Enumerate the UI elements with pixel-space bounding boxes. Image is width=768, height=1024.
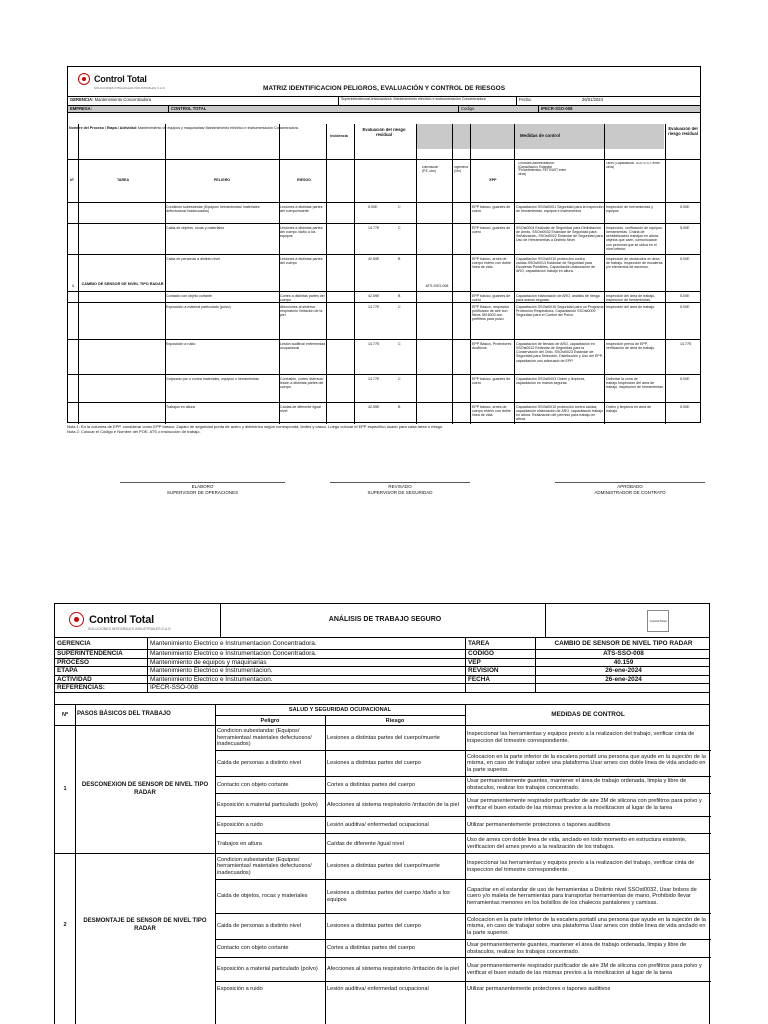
matriz-section-header [68, 124, 700, 159]
col-line [514, 124, 515, 424]
matriz-row [68, 291, 700, 302]
ats-logo [69, 612, 154, 627]
matriz-nivel: C [398, 205, 401, 209]
col-ingenieria-header: Ingeniería (Ver) [454, 166, 468, 173]
ats-riesgo: Afecciones al sistema respiratorio /irritación de la piel [327, 966, 459, 973]
ats-medida: Usar permanentemente respirador purificador de aire 3M de silicona con prefiltros para polvo y verificar el buen estado de las mismas previos a la movilizacion al lugar de la tarea [467, 798, 702, 811]
matriz-residual: 5.00E [680, 226, 690, 230]
ats-peligro: Caida de personas a distinto nivel [217, 923, 301, 930]
ats-hazard-row [215, 982, 711, 997]
ats-medida: Colocacion en la parte inferior de la escalera portatil una persona que ayude en la sujeción de la misma, en caso de trabajar sobre una plataforma Usar arnes con doble linea de vida anclado en la parte superior. [467, 753, 706, 773]
matriz-epp: EPP básico, arnés de cuerpo entero con doble línea de vida. [472, 257, 511, 270]
col-sso-header: SALUD Y SEGURIDAD OCUPACIONAL [215, 705, 465, 716]
matriz-row-gerencia [68, 97, 700, 106]
matriz-nivel: B [398, 294, 401, 298]
mini-logo-text: Control Total [649, 619, 667, 623]
matriz-document [67, 66, 701, 423]
matriz-otros: Inspección de obstáculos en área de trabajo. Inspección de escaleras y/o elementos de ascenso. [606, 257, 663, 270]
matriz-riesgo: Lesiones a distintas partes del cuerpo [280, 257, 323, 266]
ats-hazard-row [215, 958, 711, 982]
col-line [326, 124, 327, 424]
step-name: DESMONTAJE DE SENSOR DE NIVEL TIPO RADAR [83, 918, 207, 932]
ats-riesgo: Lesiones a distintas partes del cuerpo [327, 923, 421, 930]
ats-peligro: Condicion subestandar (Equipos/ herramientas/ materiales defectuosos/ inadecuados) [217, 856, 312, 876]
matriz-epp: EPP básico, arnés de cuerpo entero con doble línea de vida. [472, 405, 511, 418]
ats-step [55, 854, 709, 997]
matriz-residual: 5.00E [680, 257, 690, 261]
gerencia-label: GERENCIA: [70, 97, 94, 102]
matriz-grid [68, 124, 700, 424]
col-line [452, 124, 453, 424]
signature-role: SUPERVISOR DE SEGURIDAD [367, 490, 433, 496]
ats-medida: Capacitar en el estandar de uso de herramientas a Distinto nivel SSOst0032, Usar bolsos de cuero y/o maleta de herramientas para transportar herramientas de mano, Prohibido llevar herramientas menores en los bolsillos de los chalecos pantalones y camisas. [467, 886, 697, 906]
info-label: ACTIVIDAD [57, 675, 92, 683]
matriz-admin: Capacitación elaboración de ARO, análisis de riesgo para manos seguras. [516, 294, 600, 302]
col-admin-header: Controles Administrativos (Capacitación, Estándar ,Procedimientos, PETS/AST entre otros) [518, 162, 567, 177]
matriz-riesgo: Afecciones al sistema respiratorio /irritación de la piel [280, 305, 323, 318]
matriz-nivel: B [398, 405, 401, 409]
logo-subtitle: SOLUCIONES INTEGRALES INDUSTRIALES S.A.S. [94, 86, 166, 90]
header-divider [545, 604, 546, 638]
matriz-peligro: Caida de objetos, rocas y materiales [166, 226, 225, 230]
signature-line [120, 482, 285, 483]
matriz-admin: Capacitación SSOst0016 Seguridad para un Programa Protección Respiratoria, Capacitación SSOst0009 Seguridad para el Control del Polvo. [516, 305, 604, 318]
ats-riesgo: Lesión auditiva/ enfermedad ocupacional [327, 986, 429, 993]
col-line [470, 124, 471, 424]
matriz-valor: 42.59E [368, 405, 380, 409]
matriz-admin: Capacitación SSOst0003 Orden y limpieza, capacitación en manos seguras. [516, 377, 586, 386]
matriz-otros: Orden y limpieza en área de trabajo. [606, 405, 652, 414]
matriz-riesgo: Cortes a distintas partes del cuerpo [280, 294, 325, 302]
matriz-residual: 5.00E [680, 305, 690, 309]
col-n-header: Nº [70, 178, 74, 182]
col-line [165, 124, 166, 424]
col-pasos-header: PASOS BÁSICOS DEL TRABAJO [77, 711, 171, 718]
ats-peligro: Caida de personas a distinto nivel [217, 760, 301, 767]
matriz-notes [67, 424, 707, 434]
info-right-value: ATS-SSO-008 [535, 650, 711, 658]
matriz-ats-code: ATS-SSO-008 [425, 284, 449, 288]
matriz-residual: 5.00E [680, 377, 690, 381]
matriz-epp: EPP básico, guantes de cuero [472, 377, 511, 386]
info-label: REFERENCIAS: [57, 684, 105, 691]
matriz-logo [78, 73, 147, 85]
logo-text: Control Total [94, 74, 147, 84]
gerencia-value: Mantenimiento Concentradora [94, 97, 152, 102]
info-label: GERENCIA [57, 640, 91, 647]
ats-medida: Usar permanentemente guantes, mantener el área de trabajo ordenada, limpia y libre de obstaculos, realizar los trabajos concentrado. [467, 941, 687, 955]
matriz-epp: EPP básico, guantes de cuero [472, 294, 511, 302]
ats-hazard-row [215, 914, 711, 940]
matriz-otros: Inspección, verificación de equipos, herramientas. Charla de sensibilización trabajos en altura, objetos que caen, comunicación con personal que se ubica en el nivel inferior. [606, 226, 663, 251]
matriz-task-number: 1 [72, 284, 74, 288]
matriz-valor: 14.77E [368, 342, 380, 346]
ats-hazard-row [215, 794, 711, 817]
matriz-row [68, 223, 700, 254]
ats-peligro: Exposición a ruido [217, 986, 263, 993]
empresa-value: CONTROL TOTAL [168, 106, 458, 112]
matriz-riesgo: Lesión auditiva/ enfermedad ocupacional [280, 342, 326, 351]
info-right-label: TAREA [465, 638, 535, 649]
matriz-title: MATRIZ IDENTIFICACION PELIGROS, EVALUACIÓN Y CONTROL DE RIESGOS [262, 85, 506, 92]
info-right-value: 26-ene-2024 [535, 676, 711, 684]
info-value: Mantenimiento Electrico e Instrumentacion. [147, 667, 465, 675]
signature-aprobado [555, 482, 705, 497]
col-line [465, 704, 466, 1024]
matriz-peligro: Exposición a ruido [166, 342, 196, 346]
matriz-peligro: Caida de personas a distinto nivel [166, 257, 220, 261]
info-row [55, 659, 709, 668]
matriz-row-empresa [68, 106, 700, 113]
ats-riesgo: Lesión auditiva/ enfermedad ocupacional [327, 821, 429, 828]
col-riesgo-header: Riesgo [385, 718, 405, 725]
matriz-epp: EPP Básico, respirador purificador de aire con filtros 3M 6003 con prefiltros para polvo. [472, 305, 510, 322]
ats-peligro: Contacto con objeto cortante [217, 945, 289, 952]
ats-title: ANÁLISIS DE TRABAJO SEGURO [328, 616, 442, 623]
matriz-nivel: C [398, 377, 401, 381]
info-value: Mantenimiento Electrico e Instrumentacion Concentradora. [147, 650, 465, 658]
proceso-label: Nombre del Proceso / Etapa / Actividad: [69, 126, 137, 130]
col-otros-header: Otros (Capacitación, ILO/TOTO, entre otros) [606, 162, 660, 169]
matriz-tarea: CAMBIO DE SENSOR DE NIVEL TIPO RADAR [81, 282, 164, 286]
col-line [78, 124, 79, 424]
ats-peligro: Exposición a material particulado (polvo) [217, 966, 318, 973]
matriz-riesgo: Lesiones a distintas partes del cuerpo /daño a los equipos [280, 226, 323, 239]
info-right-label: CODIGO [465, 650, 535, 658]
superintendencia-value: Superintendencia/Jefatura/Area: Mantenimiento eléctrico e instrumentacion Concentradora [338, 97, 516, 105]
signature-title: ELABORO [191, 484, 214, 489]
eval-residual-header: Evaluación del riesgo residual [668, 127, 698, 136]
ats-riesgo: Lesiones a distintas partes del cuerpo/muerte [327, 734, 440, 741]
matriz-nivel: C [398, 226, 401, 230]
ats-hazard-row [215, 817, 711, 834]
matriz-admin: SSOst0004 Estándar de Seguridad para Delimitación de Areas, SSOst0032 Estándar de Seguridad para Señalización, SSOst0022 Estándar de Seguridad para Uso de Herramientas a Distinto Nivel [516, 226, 603, 243]
info-value: IPECR-SSO-008 [147, 684, 465, 692]
signature-revisado [330, 482, 470, 497]
col-line [215, 704, 216, 1024]
logo-subtitle: SOLUCIONES INTEGRALES INDUSTRIALES S.A.S. [88, 627, 172, 631]
ats-riesgo: Lesiones a distintas partes del cuerpo/muerte [327, 863, 440, 870]
matriz-otros: Inspección de herramientas y equipos [606, 205, 653, 214]
ats-peligro: Exposición a material particulado (polvo) [217, 801, 318, 808]
col-line [75, 704, 76, 1024]
matriz-row [68, 302, 700, 339]
ats-medida: Uso de arnes con doble linea de vida, anclado en todo momento en estructura existente, verificacion del arnes previo a la realización de los trabajos. [467, 837, 687, 850]
control-total-logo-icon [69, 612, 84, 627]
col-line [279, 124, 280, 424]
matriz-valor: 14.77E [368, 377, 380, 381]
signature-line [555, 482, 705, 483]
info-row [55, 667, 709, 676]
signature-role: ADMINISTRADOR DE CONTRATO [594, 490, 666, 496]
matriz-riesgo: Lesiones a distintas partes del cuerpo/muerte [280, 205, 323, 214]
matriz-row [68, 339, 700, 374]
ats-medida: Inspeccionar las herramientas y equipos previo a la realizacion del trabajo, verificar cinta de inspeccion del trimestre correspondiente. [467, 859, 695, 873]
nota-1: Nota 1: En la columna de EPP, considerar como EPP básico: Zapato de seguridad punta de acero y dieléctrico según corresponda, lentes y casco. Luego colocar el EPP específico usado para cada tarea o riesgo. [67, 424, 444, 429]
ats-medida: Utilizar permanentemente protectores o tapones auditivos [467, 821, 611, 828]
col-peligro-header: Peligro [260, 718, 280, 725]
col-line [604, 124, 605, 424]
ats-riesgo: Afecciones al sistema respiratorio /irritación de la piel [327, 801, 459, 808]
col-n-header: Nº [61, 711, 69, 718]
signature-title: APROBADO [617, 484, 643, 489]
col-line [416, 124, 417, 424]
info-right-label: REVISION [465, 667, 535, 675]
step-number: 2 [63, 922, 67, 929]
matriz-peligro: Contacto con objeto cortante [166, 294, 212, 298]
matriz-otros: Delimitar la zona de trabajo.Inspección del área de trabajo, inspección de herramientas. [606, 377, 664, 390]
nota-2: Nota 2: Colocar el Código e Nombre del POE, ATS o instrucción de trabajo. [67, 429, 201, 435]
ats-hazard-row [215, 880, 711, 914]
matriz-riesgo: Caídas de diferente /igual nivel [280, 405, 321, 414]
matriz-otros: Inspección del área de trabajo. [606, 305, 656, 309]
incidencia-header: Incidencia [330, 134, 348, 138]
matriz-column-header [68, 159, 700, 202]
ats-medida: Inspeccionar las herramientas y equipos previo a la realizacion del trabajo, verificar cinta de inspeccion del trimestre correspondiente. [467, 731, 695, 744]
ats-hazard-row [215, 834, 711, 854]
col-eliminacion-header: Eliminación (P.E, otro) [422, 166, 439, 173]
matriz-epp: EPP Básico, Protectores Auditivos. [472, 342, 512, 351]
col-riesgo-header: RIESGO [297, 178, 311, 182]
step-number: 1 [63, 786, 67, 793]
control-total-logo-icon [78, 73, 90, 85]
eval-riesgo-header: Evaluación del riesgo residual [362, 128, 406, 137]
info-right-value: 26-ene-2024 [535, 667, 711, 675]
col-peligro-header: PELIGRO [213, 178, 231, 182]
info-label: PROCESO [57, 658, 89, 666]
ats-hazard-row [215, 940, 711, 958]
info-row [55, 684, 709, 693]
matriz-admin: Capacitación de llenado de ARO, capacitación en SSOst0012 Estándar de Seguridad para la Conservación del Oído. SSOst0023 Estándar de Seguridad para Selección, Distribución y Uso del EPP, capacitación uso adecuado de EPP. [516, 342, 603, 363]
signature-role: SUPERVISOR DE OPERACIONES [166, 490, 239, 496]
ats-peligro: Exposición a ruido [217, 821, 263, 828]
signature-elaboro [120, 482, 285, 497]
ats-riesgo: Lesiones a distintas partes del cuerpo [327, 760, 421, 767]
matriz-valor: 42.59E [368, 257, 380, 261]
matriz-valor: 5.00E [368, 205, 378, 209]
info-value: Mantenimiento Electrico e Instrumentacion Concentradora. [147, 638, 465, 649]
ats-medida: Usar permanentemente respirador purificador de aire 3M de silicona con prefiltros para polvo y verificar el buen estado de las mismas previos a la movilizacion al lugar de la tarea [467, 962, 702, 976]
matriz-nivel: C [398, 305, 401, 309]
ats-step [55, 726, 709, 854]
matriz-epp: EPP básico, guantes de cuero [472, 226, 511, 235]
matriz-nivel: C [398, 342, 401, 346]
empresa-label: EMPRESA: [70, 106, 93, 111]
info-row [55, 650, 709, 659]
matriz-residual: 14.77E [680, 342, 692, 346]
matriz-peligro: Exposición a material particulado (polvo) [166, 305, 231, 309]
matriz-riesgo: Contusión, cortes diversos/ lesión a distintas partes del cuerpo [280, 377, 324, 390]
ats-riesgo: Lesiones a distintas partes del cuerpo /daño a los equipos [327, 889, 450, 903]
ats-peligro: Caida de objetos, rocas y materiales [217, 893, 308, 900]
info-label: SUPERINTENDENCIA [57, 650, 123, 657]
logo-text: Control Total [89, 613, 155, 626]
info-right-label [465, 684, 535, 692]
proceso-value: Mantenimiento de equipos y maquinarias/ Mantenimiento eléctrico e Instrumentación Concentradora. [137, 126, 299, 130]
ats-hazard-row [215, 751, 711, 777]
ats-peligro: Contacto con objeto cortante [217, 781, 289, 788]
ats-riesgo: Cortes a distintas partes del cuerpo [327, 781, 415, 788]
info-row [55, 676, 709, 685]
step-name: DESCONEXION DE SENSOR DE NIVEL TIPO RADAR [81, 782, 209, 796]
matriz-otros: Inspección del área de trabajo, inspección de herramientas. [606, 294, 656, 302]
col-line [325, 715, 326, 1024]
ats-hazard-row [215, 777, 711, 794]
matriz-residual: 5.00E [680, 205, 690, 209]
matriz-row [68, 374, 700, 402]
col-tarea-header: TAREA [116, 178, 130, 182]
matriz-epp: EPP básico, guantes de cuero [472, 205, 511, 214]
ats-header [55, 604, 709, 638]
info-label: ETAPA [57, 667, 78, 674]
ats-medida: Utilizar permanentemente protectores o tapones auditivos [467, 986, 611, 993]
ats-medida: Colocacion en la parte inferior de la escalera portatil una persona que ayude en la sujeción de la misma, en caso de trabajar sobre una plataforma Usar arnes con doble linea de vida anclado en la parte superior. [467, 916, 706, 936]
matriz-admin: Capacitación SSOst0001 Seguridad para la inspección de herramientas, equipos e instrumentos [516, 205, 604, 214]
info-row [55, 638, 709, 650]
codigo-label: Codigo [458, 106, 538, 112]
matriz-admin: Capacitación SSOst0010 protección contra caídas, capacitación elaboración de ARO, capacitación trabajo en altura. Realización del permiso para trabajo en altura. [516, 405, 604, 422]
matriz-admin: Capacitación SSOst0010 protección contra caídas.SSOst0013 Estándar de Seguridad para Escaleras Portátiles, Capacitación elaboración de ARO, capacitación trabajo en altura. [516, 257, 596, 274]
ats-riesgo: Cortes a distintas partes del cuerpo [327, 945, 415, 952]
info-right-value: 40.159 [535, 659, 711, 667]
ats-riesgo: Caídas de diferente /igual nivel [327, 840, 404, 847]
ats-medida: Usar permanentemente guantes, mantener el área de trabajo ordenada, limpia y libre de obstaculos, realizar los trabajos concentrado. [467, 778, 687, 791]
ats-table-header [55, 704, 709, 726]
header-divider [220, 604, 221, 638]
info-value: Mantenimiento Electrico e Instrumentacion. [147, 676, 465, 684]
matriz-otros: Inspección previa de EPP, verificación de área de trabajo. [606, 342, 656, 351]
matriz-valor: 14.77E [368, 305, 380, 309]
matriz-residual: 5.00E [680, 405, 690, 409]
matriz-residual: 5.00E [680, 294, 690, 298]
matriz-valor: 42.59E [368, 294, 380, 298]
ats-document [54, 603, 710, 1024]
ats-peligro: Condicion subestandar (Equipos/ herramientas/ materiales defectuosos/ inadecuados) [217, 728, 312, 748]
matriz-row [68, 202, 700, 223]
signature-title: REVISADO [388, 484, 412, 489]
fecha-label: Fecha: [516, 97, 580, 105]
signature-line [330, 482, 470, 483]
info-right-value [535, 684, 711, 692]
col-line [665, 124, 666, 424]
matriz-nivel: B [398, 257, 401, 261]
matriz-valor: 14.77E [368, 226, 380, 230]
matriz-peligro: Condicion subestandar (Equipos/ herramientas/ materiales defectuosos/ inadecuados) [166, 205, 260, 214]
ats-mini-logo [647, 610, 669, 632]
col-line [354, 124, 355, 424]
ats-hazard-row [215, 854, 711, 880]
matriz-peligro: Trabajos en altura [166, 405, 195, 409]
info-right-label: VEP [465, 659, 535, 667]
info-value: Mantenimiento de equipos y maquinarias [147, 659, 465, 667]
ats-hazard-row [215, 726, 711, 751]
matriz-header [68, 67, 700, 97]
col-medidas-header: MEDIDAS DE CONTROL [551, 711, 625, 719]
info-right-value: CAMBIO DE SENSOR DE NIVEL TIPO RADAR [535, 638, 711, 649]
matriz-peligro: Golpeado por o contra materiales, equipos o herramientas [166, 377, 259, 381]
codigo-value: IPECR-SSO-008 [538, 106, 698, 112]
fecha-value: 26/01/2024 [582, 97, 603, 102]
col-epp-header: EPP [489, 178, 497, 182]
info-right-label: FECHA [465, 676, 535, 684]
medidas-control-header: Medidas de control [416, 124, 664, 149]
ats-peligro: Trabajos en altura [217, 840, 262, 847]
